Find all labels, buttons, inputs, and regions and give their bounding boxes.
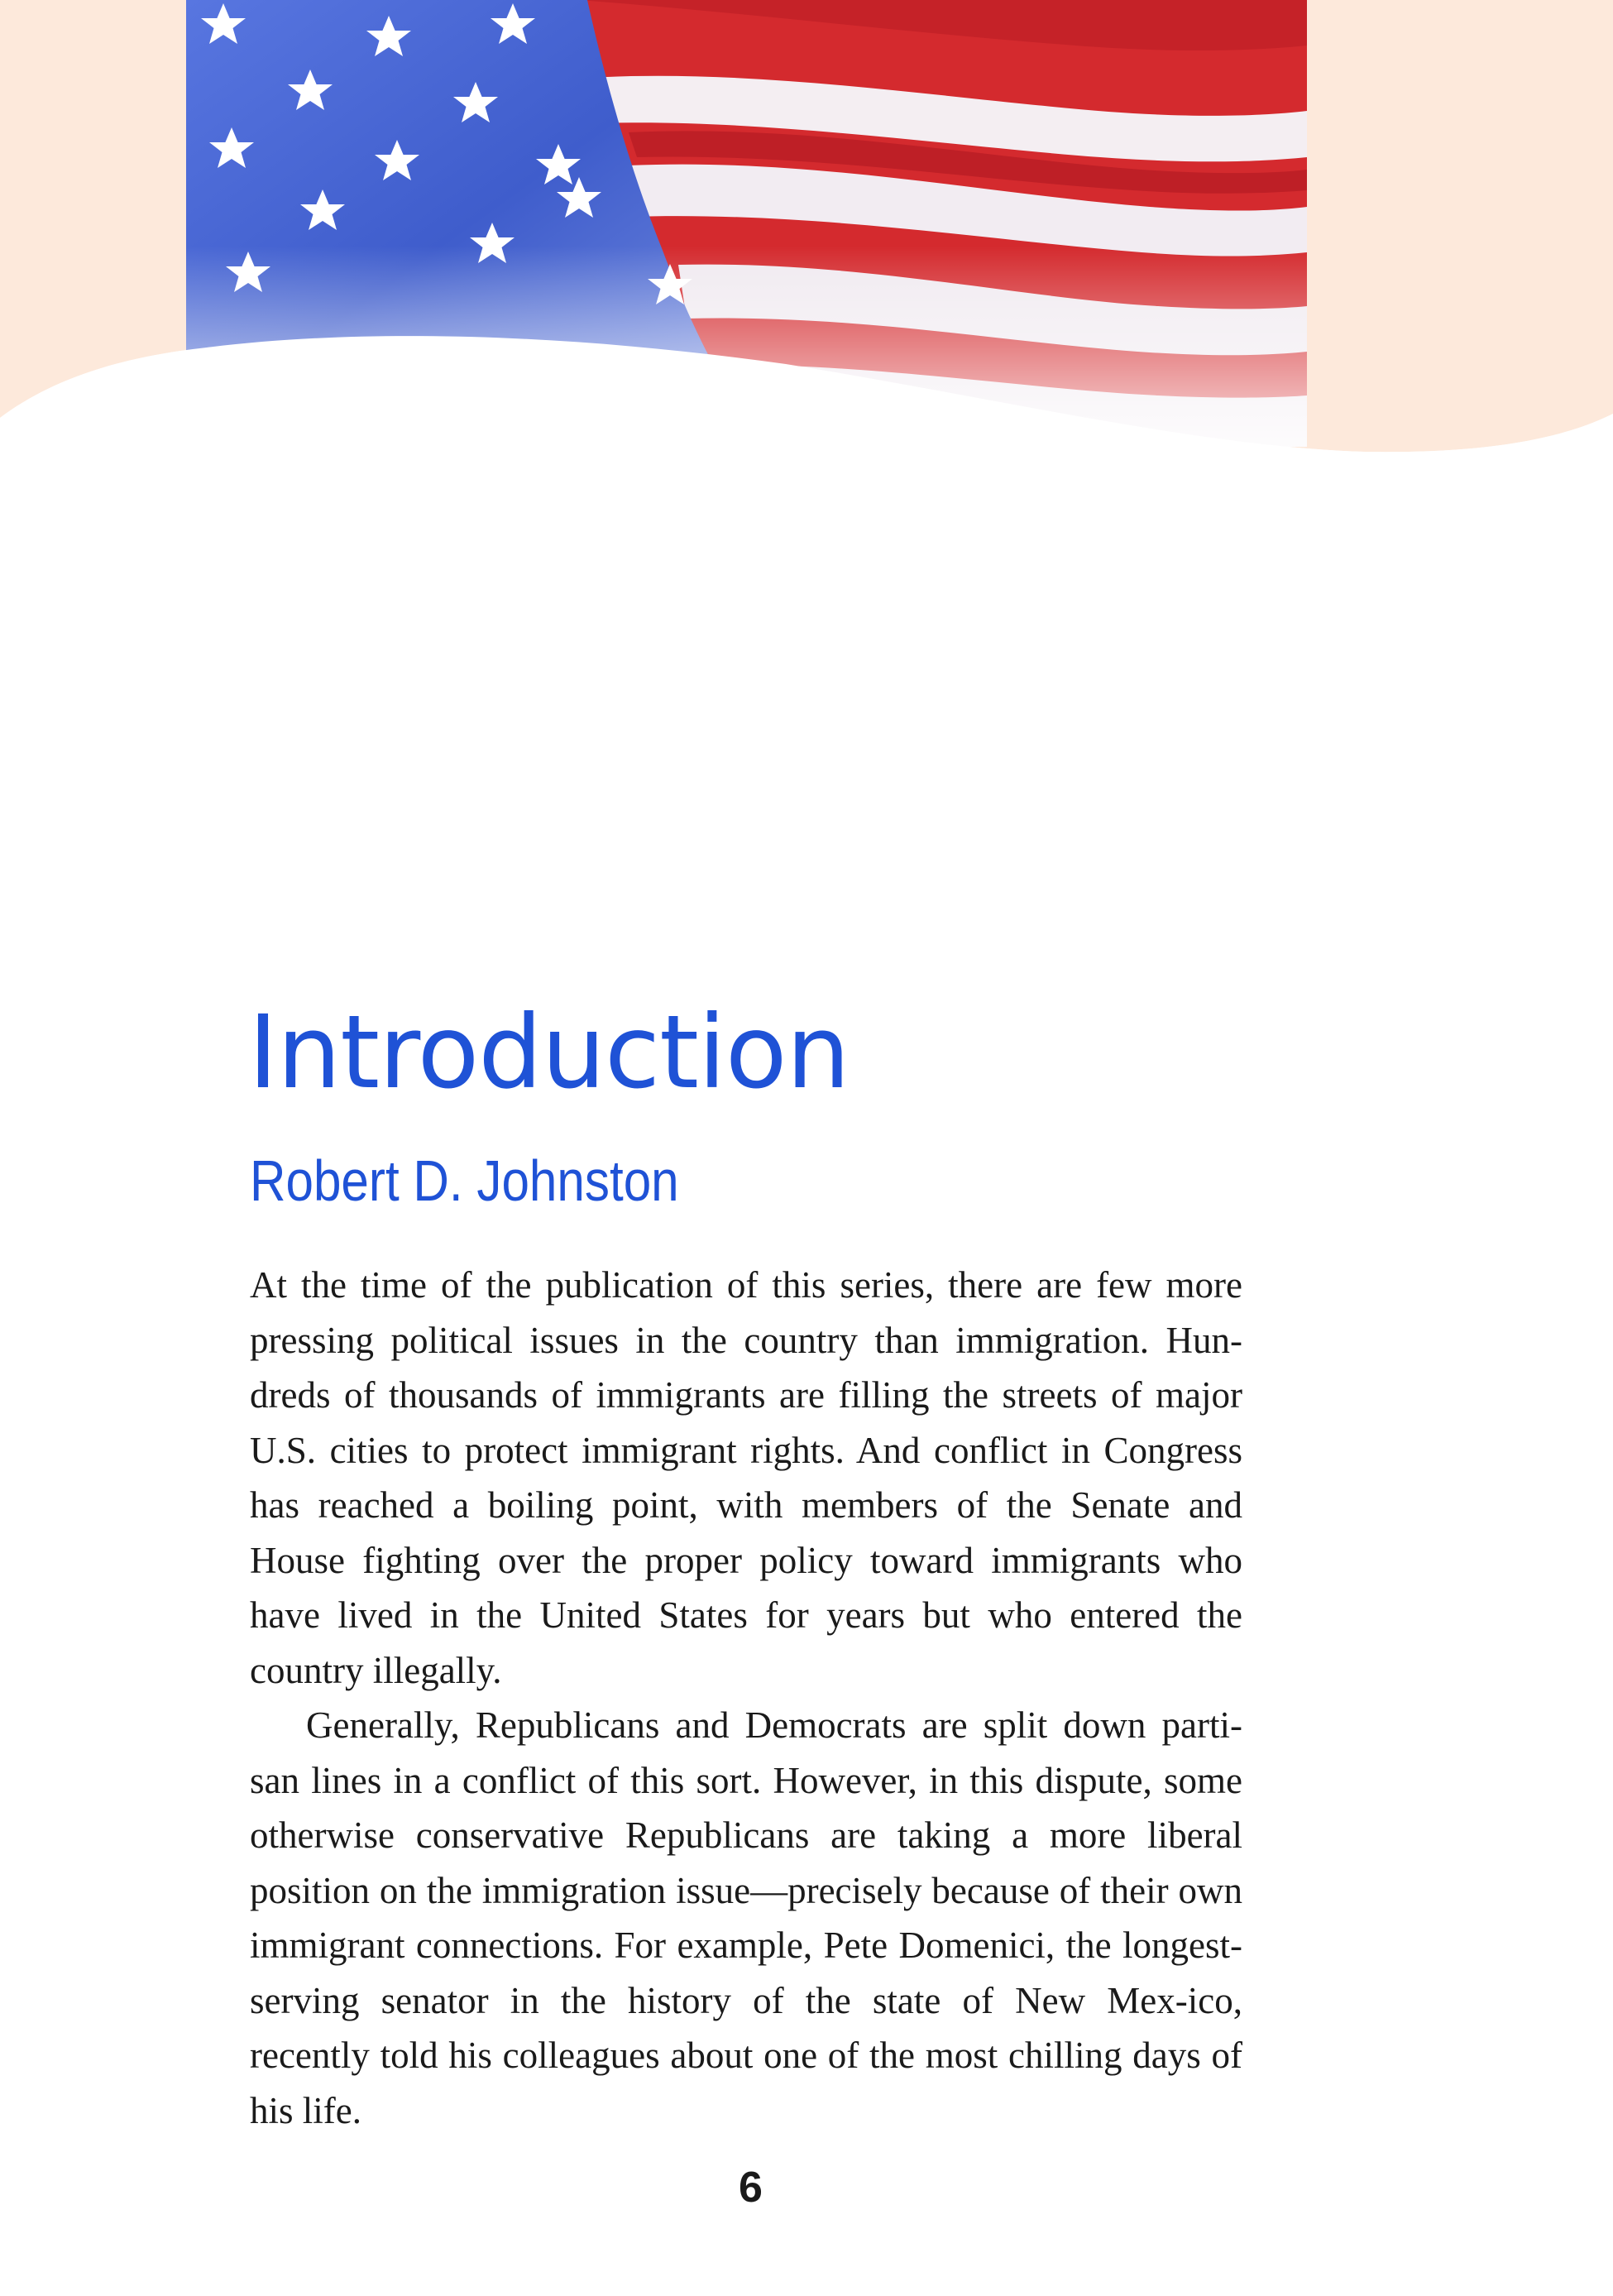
page-number: 6	[739, 2164, 763, 2212]
paragraph: At the time of the publication of this series, there are few more pressing political issues in the country than immigration. Hun-dreds of thousands of immigrants are filling the streets of major U.S. cities to protect immigrant rights. And conflict in Congress has reached a boiling point, with members of the Senate and House fighting over the proper policy toward immigrants who have lived in the United States for years but who entered the country illegally.	[250, 1264, 1242, 1691]
chapter-title: Introduction	[248, 994, 850, 1111]
paragraph: Generally, Republicans and Democrats are split down parti-san lines in a conflict of this sort. However, in this dispute, some otherwise conservative Republicans are taking a more liberal position on the immigration issue—precisely because of their own immigrant connections. For example, Pete Domenici, the longest-serving senator in the history of the state of New Mex-ico, recently told his colleagues about one of the most chilling days of his life.	[250, 1704, 1242, 2131]
american-flag-image	[0, 0, 1613, 463]
chapter-author: Robert D. Johnston	[250, 1148, 679, 1213]
body-text	[250, 1258, 1242, 2138]
header-banner	[0, 0, 1613, 463]
